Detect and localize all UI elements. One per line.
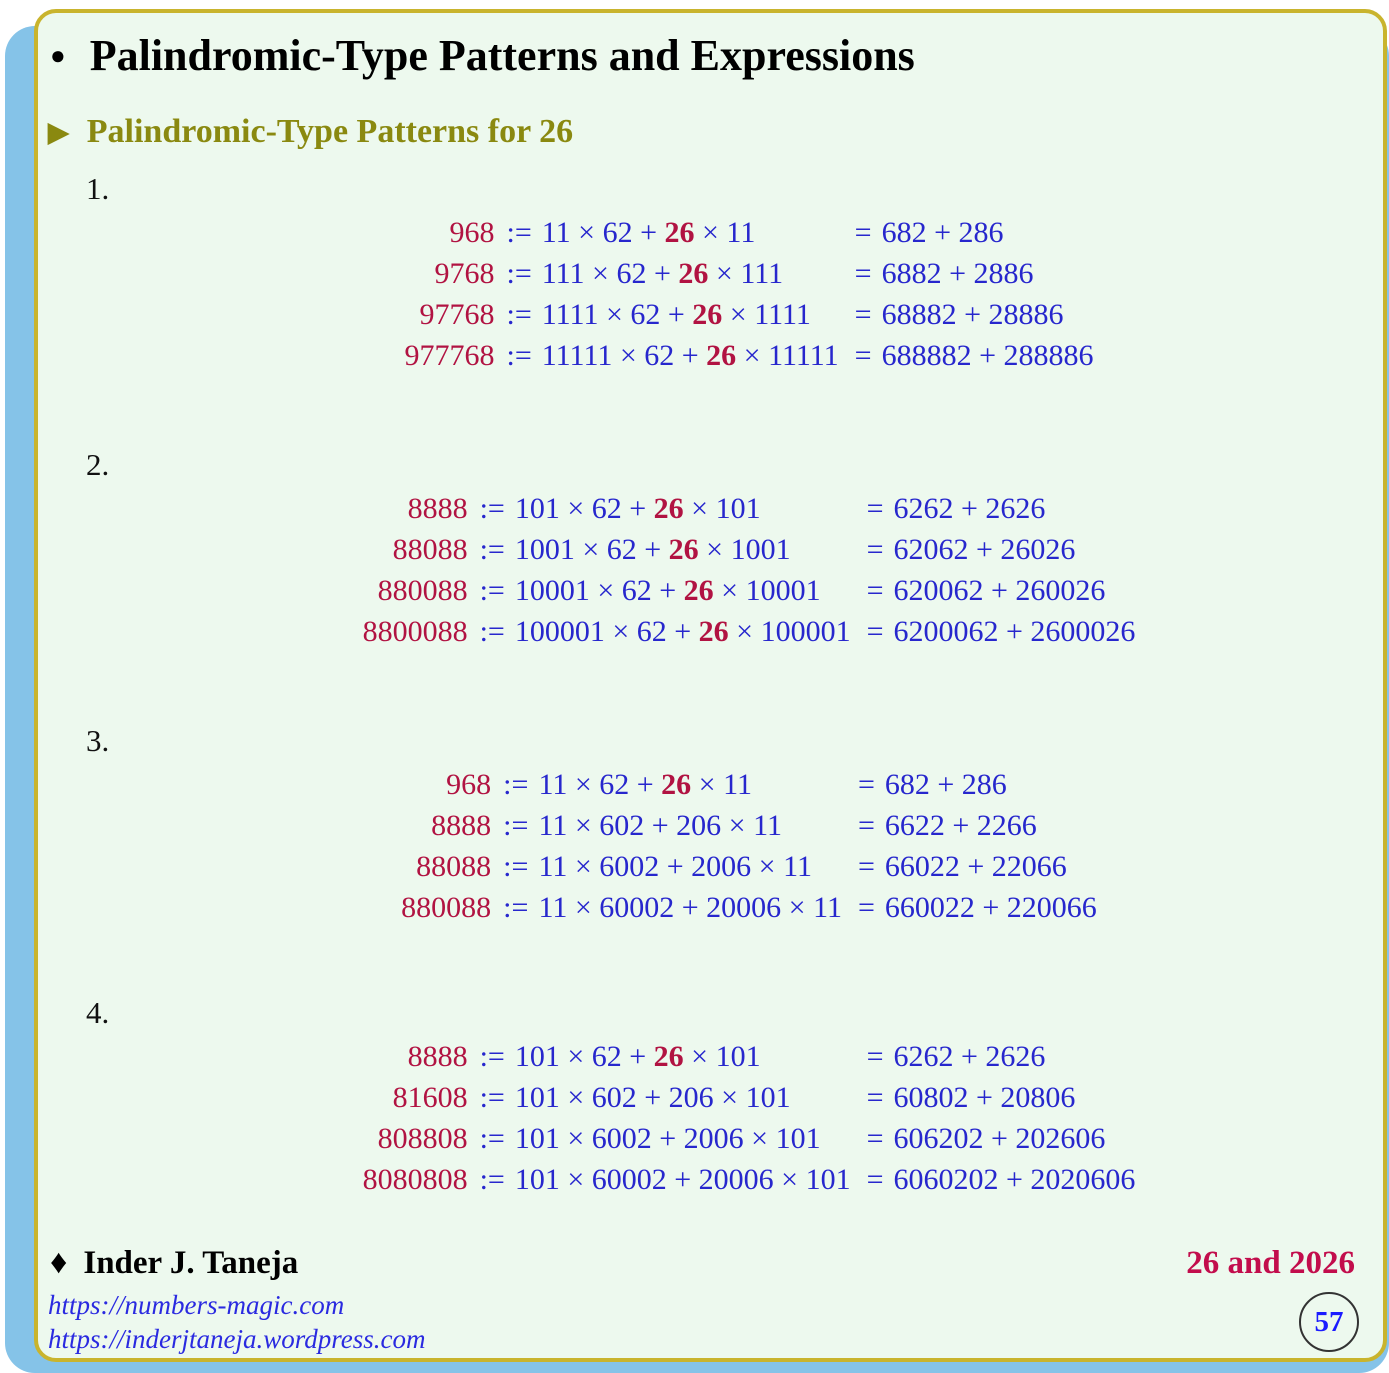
equation-result [839,253,1094,294]
expression-text: 11 × 60002 + 20006 × 11 [538,891,842,924]
link-numbers-magic[interactable]: https://numbers-magic.com [48,1290,345,1320]
equation-group [143,488,1355,652]
equation-lhs: 8888 [407,492,468,525]
result-text: 620062 + 260026 [893,574,1106,607]
page-subtitle: Palindromic-Type Patterns for 26 [86,113,574,150]
highlighted-26: 26 [664,216,695,249]
result-text: 60802 + 20806 [893,1081,1076,1114]
equation-result [851,529,1136,570]
equation-expression [491,846,842,887]
page-number-badge [1299,1292,1359,1352]
expression-text: × 101 [683,1040,761,1073]
equation-expression [468,1118,851,1159]
expression-text: × 101 [683,492,761,525]
highlighted-26: 26 [653,492,684,525]
assign-symbol: := [479,615,505,648]
expression-text: 11 × 62 + [541,216,665,249]
equation-expression [468,570,851,611]
expression-text: 100001 × 62 + [514,615,699,648]
equation-expression [495,294,839,335]
equation-expression [495,212,839,253]
footer-author-block [48,1242,426,1356]
equation-result [839,294,1094,335]
result-text: 6882 + 2886 [881,257,1034,290]
assign-symbol: := [479,492,505,525]
footer-links [48,1288,426,1356]
expression-text: 101 × 602 + 206 × 101 [514,1081,791,1114]
expression-text: 101 × 60002 + 20006 × 101 [514,1163,851,1196]
expression-text: × 10001 [713,574,821,607]
expression-text: 11 × 62 + [538,768,662,801]
link-wordpress[interactable]: https://inderjtaneja.wordpress.com [48,1324,426,1354]
equation-lhs: 880088 [377,574,468,607]
footer-edition-block [1186,1242,1355,1352]
page-subtitle-row [48,110,1355,154]
equals-symbol: = [866,492,884,525]
expression-text: 101 × 62 + [514,492,654,525]
equation-result [851,611,1136,652]
equation-expression [468,1036,851,1077]
equation-expression [495,253,839,294]
highlighted-26: 26 [668,533,699,566]
result-text: 682 + 286 [881,216,1004,249]
result-text: 62062 + 26026 [893,533,1076,566]
highlighted-26: 26 [653,1040,684,1073]
equals-symbol: = [857,768,875,801]
highlighted-26: 26 [678,257,709,290]
pattern-section-4 [48,994,1355,1200]
expression-text: 11111 × 62 + [541,339,707,372]
author-row [50,1242,426,1284]
expression-text: × 1111 [722,298,811,331]
equation-result [851,488,1136,529]
equation-result [851,1036,1136,1077]
equation-lhs: 880088 [401,891,492,924]
expression-text: × 1001 [698,533,791,566]
assign-symbol: := [506,257,532,290]
equation-group [143,764,1355,928]
equation-lhs: 808808 [377,1122,468,1155]
author-name: Inder J. Taneja [83,1245,299,1281]
edition-label: 26 and 2026 [1186,1245,1355,1281]
assign-symbol: := [479,533,505,566]
equals-symbol: = [854,216,872,249]
section-number: 3. [86,723,110,758]
equation-group [143,212,1355,376]
highlighted-26: 26 [706,339,737,372]
expression-text: × 11111 [736,339,839,372]
section-number: 1. [86,171,110,206]
assign-symbol: := [503,809,529,842]
pattern-section-2 [48,446,1355,652]
equals-symbol: = [866,1122,884,1155]
expression-text: 111 × 62 + [541,257,679,290]
equation-expression [468,1159,851,1200]
equation-expression [495,335,839,376]
highlighted-26: 26 [692,298,723,331]
equation-expression [491,764,842,805]
expression-text: × 100001 [728,615,851,648]
equation-result [851,570,1136,611]
equation-lhs: 88088 [392,533,468,566]
equation-group [143,1036,1355,1200]
pattern-section-1 [48,170,1355,376]
equation-lhs: 88088 [416,850,492,883]
equals-symbol: = [854,339,872,372]
equation-expression [468,488,851,529]
bullet-icon: ● [50,41,66,70]
equals-symbol: = [866,1040,884,1073]
equation-result [851,1118,1136,1159]
equation-result [842,846,1097,887]
highlighted-26: 26 [683,574,714,607]
equation-lhs: 8888 [407,1040,468,1073]
result-text: 6262 + 2626 [893,1040,1046,1073]
section-number: 2. [86,447,110,482]
equation-result [842,764,1097,805]
equation-expression [468,529,851,570]
page-number: 57 [1314,1305,1344,1338]
expression-text: 11 × 6002 + 2006 × 11 [538,850,812,883]
section-number: 4. [86,995,110,1030]
equation-lhs: 968 [446,768,492,801]
expression-text: × 111 [708,257,784,290]
equation-expression [491,887,842,928]
assign-symbol: := [479,1040,505,1073]
equals-symbol: = [857,891,875,924]
equals-symbol: = [854,257,872,290]
assign-symbol: := [506,216,532,249]
assign-symbol: := [506,339,532,372]
assign-symbol: := [479,1163,505,1196]
equation-lhs: 8800088 [362,615,468,648]
expression-text: 1001 × 62 + [514,533,669,566]
result-text: 6622 + 2266 [884,809,1037,842]
result-text: 68882 + 28886 [881,298,1064,331]
equation-lhs: 8888 [431,809,492,842]
equation-result [842,887,1097,928]
page-card [34,9,1387,1362]
equation-lhs: 81608 [392,1081,468,1114]
equals-symbol: = [866,1081,884,1114]
assign-symbol: := [479,1122,505,1155]
assign-symbol: := [503,891,529,924]
page-footer [48,1242,1355,1356]
result-text: 660022 + 220066 [884,891,1097,924]
expression-text: 10001 × 62 + [514,574,684,607]
equation-expression [491,805,842,846]
equation-result [839,212,1094,253]
equation-result [839,335,1094,376]
pattern-section-3 [48,722,1355,928]
equation-expression [468,1077,851,1118]
assign-symbol: := [506,298,532,331]
equals-symbol: = [857,809,875,842]
expression-text: 101 × 62 + [514,1040,654,1073]
equation-lhs: 8080808 [362,1163,468,1196]
expression-text: 1111 × 62 + [541,298,693,331]
highlighted-26: 26 [698,615,729,648]
page-title: Palindromic-Type Patterns and Expressions [89,31,915,80]
result-text: 606202 + 202606 [893,1122,1106,1155]
equation-lhs: 9768 [434,257,495,290]
diamond-icon: ♦ [50,1244,68,1281]
assign-symbol: := [479,574,505,607]
triangle-arrow-icon: ▶ [48,117,69,147]
equals-symbol: = [857,850,875,883]
equation-lhs: 968 [449,216,495,249]
equation-result [842,805,1097,846]
equation-result [851,1077,1136,1118]
result-text: 66022 + 22066 [884,850,1067,883]
result-text: 682 + 286 [884,768,1007,801]
assign-symbol: := [479,1081,505,1114]
equals-symbol: = [866,615,884,648]
equation-result [851,1159,1136,1200]
equation-expression [468,611,851,652]
expression-text: 101 × 6002 + 2006 × 101 [514,1122,821,1155]
equation-lhs: 977768 [404,339,495,372]
highlighted-26: 26 [661,768,692,801]
result-text: 6262 + 2626 [893,492,1046,525]
expression-text: × 11 [691,768,752,801]
equals-symbol: = [866,533,884,566]
equals-symbol: = [866,574,884,607]
page-title-row [50,28,1355,84]
assign-symbol: := [503,768,529,801]
result-text: 6200062 + 2600026 [893,615,1136,648]
result-text: 6060202 + 2020606 [893,1163,1136,1196]
expression-text: 11 × 602 + 206 × 11 [538,809,782,842]
equals-symbol: = [866,1163,884,1196]
equation-lhs: 97768 [419,298,495,331]
assign-symbol: := [503,850,529,883]
expression-text: × 11 [694,216,756,249]
equals-symbol: = [854,298,872,331]
result-text: 688882 + 288886 [881,339,1094,372]
